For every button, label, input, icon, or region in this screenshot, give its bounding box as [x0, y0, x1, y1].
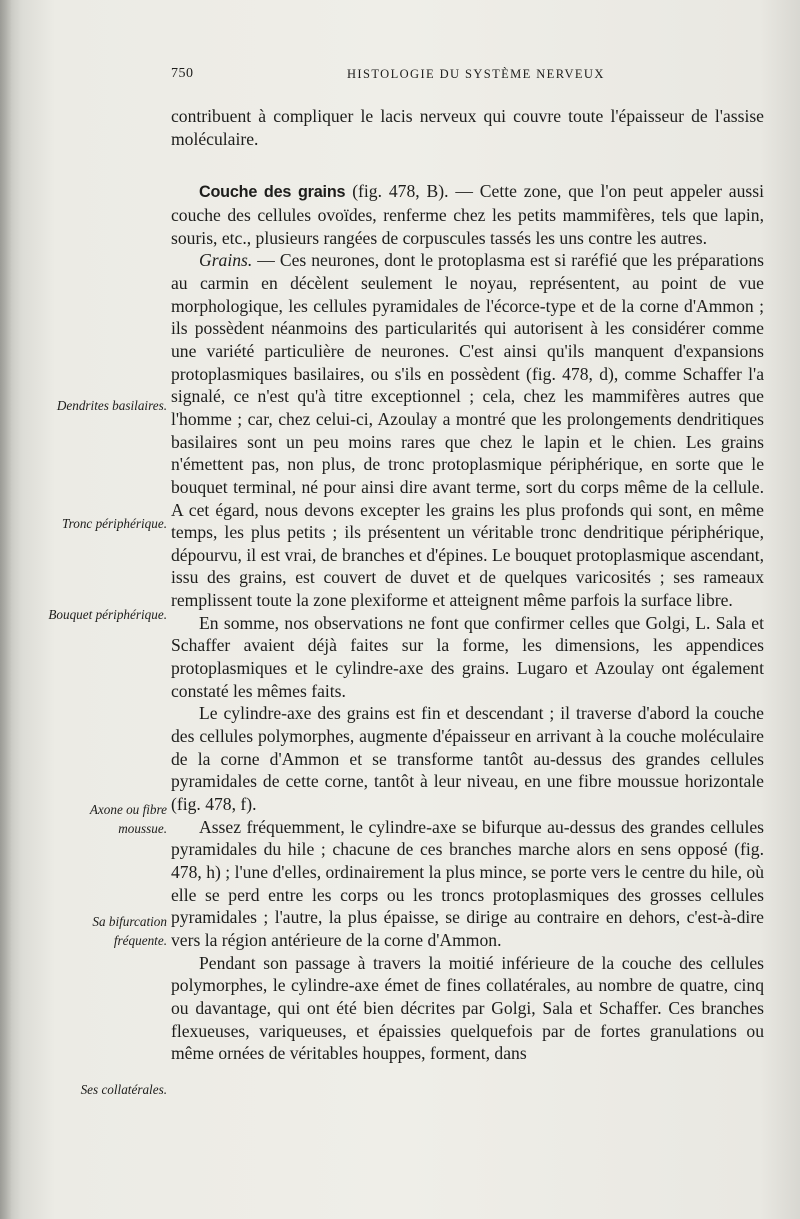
paragraph-bifurcation: Assez fréquemment, le cylindre-axe se bifurque au-dessus des grandes cellules pyramidales du hile ; chacune de ces branches marche alors en sens opposé (fig. 478, h) ; l'une d'elles, ordinairement la plus mince, se porte vers le centre du hile, où elle se perd entre les corps ou les troncs protoplasmiques des grosses cellules pyramidales ; l'autre, la plus épaisse, se dirige au contraire en dehors, c'est-à-dire vers la région antérieure de la corne d'Ammon. [171, 816, 764, 950]
margin-note-axone: Axone ou fibre moussue. [89, 802, 167, 836]
margin-note-tronc: Tronc périphérique. [61, 516, 167, 531]
page-gutter-shadow [0, 0, 12, 1219]
section-heading: Couche des grains [199, 183, 346, 202]
paragraph-text: (fig. 478, B). — Cette zone, que l'on peut appeler aussi couche des cellules ovoïdes, renferme chez les petits mammifères, tels que lapin, souris, etc., plusieurs rangées de corpuscules tassés les uns contre les autres. [171, 181, 764, 248]
running-title: HISTOLOGIE DU SYSTÈME NERVEUX [347, 67, 605, 81]
margin-note-bouquet: Bouquet périphérique. [48, 607, 167, 622]
paragraph-continuation: contribuent à compliquer le lacis nerveux qui couvre toute l'épaisseur de l'assise moléculaire. [171, 106, 764, 149]
paragraph-text: — Ces neurones, dont le protoplasma est si raréfié que les préparations au carmin en décèlent seulement le noyau, représentent, au point de vue morphologique, les cellules pyramidales de l'écorce-type et de la corne d'Ammon ; ils possèdent néanmoins des particularités qui autorisent à les considérer comme une variété particulière de neurones. C'est ainsi qu'ils manquent d'expansions protoplasmiques basilaires, ou s'ils en possèdent (fig. 478, d), comme Schaffer l'a signalé, ce n'est qu'à titre exceptionnel ; cela, chez les mammifères autres que l'homme ; car, chez celui-ci, Azoulay a montré que les prolongements dendritiques basilaires sont un peu moins rares que chez le lapin et le chien. Les grains n'émettent pas, non plus, de tronc protoplasmique périphérique, en sorte que le bouquet terminal, né pour ainsi dire avant terme, sort du corps même de la cellule. A cet égard, nous devons excepter les grains les plus profonds qui sont, en même temps, les plus petits ; ils présentent un véritable tronc dendritique périphérique, dépourvu, il est vrai, de branches et d'épines. Le bouquet protoplasmique ascendant, issu des grains, est couvert de duvet et de quelques varicosités ; ses rameaux remplissent toute la zone plexiforme et atteignent même parfois la surface libre. [171, 250, 764, 611]
body-text [171, 105, 764, 1065]
margin-note-collaterales: Ses collatérales. [80, 1082, 167, 1097]
paragraph-grains [171, 249, 764, 612]
paragraph-collaterales: Pendant son passage à travers la moitié inférieure de la couche des cellules polymorphes, le cylindre-axe émet de fines collatérales, au nombre de quatre, cinq ou davantage, qui ont été bien décrites par Golgi, Sala et Schaffer. Ces branches flexueuses, variqueuses, et épaissies quelquefois par de fortes granulations ou même ornées de véritables houppes, forment, dans [171, 952, 764, 1064]
paragraph-cylindre-axe: Le cylindre-axe des grains est fin et descendant ; il traverse d'abord la couche des cellules polymorphes, augmente d'épaisseur en arrivant à la couche moléculaire de la corne d'Ammon et se transforme tantôt au-dessus des grandes cellules pyramidales de cette corne, tantôt à leur niveau, en une fibre moussue horizontale (fig. 478, f). [171, 703, 764, 815]
paragraph-couche-des-grains [171, 180, 764, 249]
margin-note-bifurcation: Sa bifurcation fréquente. [92, 914, 167, 948]
page-header [171, 66, 611, 86]
margin-note-dendrites: Dendrites basilaires. [56, 398, 167, 413]
page-number: 750 [171, 66, 194, 81]
paragraph-en-somme: En somme, nos observations ne font que confirmer celles que Golgi, L. Sala et Schaffer avaient déjà faites sur la forme, les dimensions, les appendices protoplasmiques et le cylindre-axe des grains. Lugaro et Azoulay ont également constaté les mêmes faits. [171, 612, 764, 701]
subheading: Grains. [199, 250, 253, 271]
